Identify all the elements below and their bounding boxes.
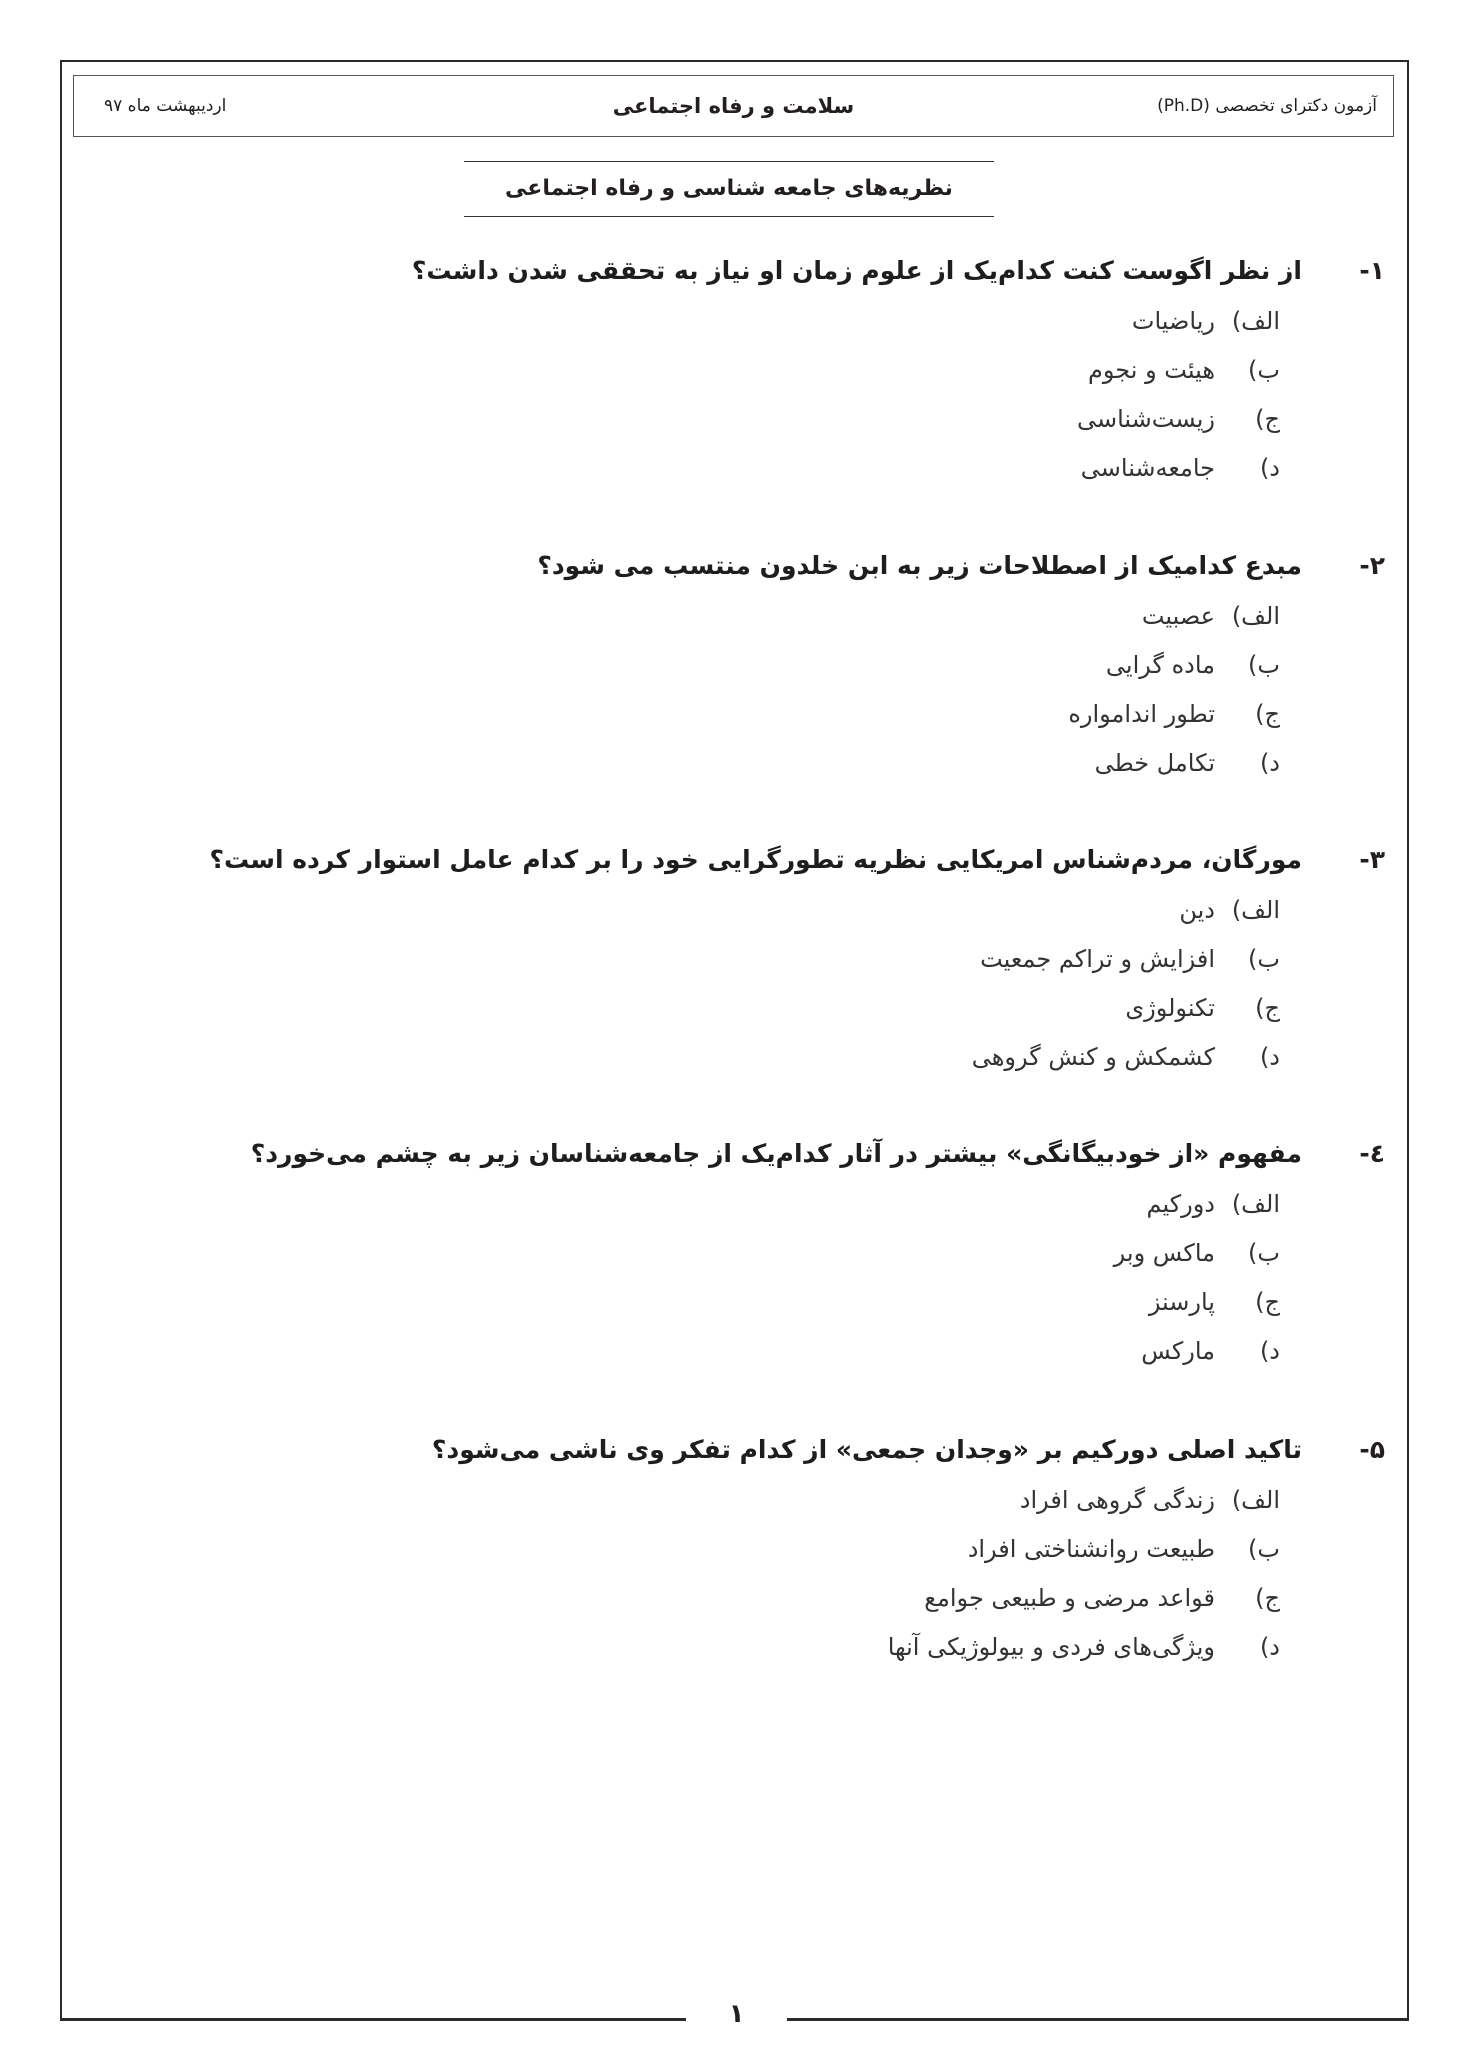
option-text: تکنولوژی bbox=[1125, 994, 1215, 1022]
option-b bbox=[85, 935, 1280, 984]
option-label: ب) bbox=[1248, 356, 1280, 384]
question-text: مبدع کدامیک از اصطلاحات زیر به ابن خلدون منتسب می شود؟ bbox=[537, 551, 1302, 580]
option-d bbox=[85, 739, 1280, 788]
option-a bbox=[85, 297, 1280, 346]
question-number: ۲- bbox=[1359, 551, 1385, 580]
field-title: سلامت و رفاه اجتماعی bbox=[612, 94, 855, 118]
option-d bbox=[85, 444, 1280, 493]
option-label: ج) bbox=[1255, 405, 1280, 433]
question-header bbox=[85, 840, 1385, 880]
option-d bbox=[85, 1033, 1280, 1082]
option-text: عصبیت bbox=[1141, 602, 1215, 630]
question-4 bbox=[85, 1134, 1385, 1376]
option-a bbox=[85, 592, 1280, 641]
exam-title: آزمون دکترای تخصصی (Ph.D) bbox=[1157, 96, 1377, 116]
option-text: ماکس وبر bbox=[1113, 1239, 1215, 1267]
subject-title: نظریه‌های جامعه شناسی و رفاه اجتماعی bbox=[464, 161, 994, 217]
question-text: مفهوم «از خودبیگانگی» بیشتر در آثار کدام‌یک از جامعه‌شناسان زیر به چشم می‌خورد؟ bbox=[250, 1139, 1302, 1168]
option-b bbox=[85, 346, 1280, 395]
question-number: ۳- bbox=[1359, 845, 1385, 874]
question-text: تاکید اصلی دورکیم بر «وجدان جمعی» از کدام تفکر وی ناشی می‌شود؟ bbox=[431, 1435, 1302, 1464]
option-label: د) bbox=[1259, 454, 1280, 482]
option-text: قواعد مرضی و طبیعی جوامع bbox=[924, 1584, 1215, 1612]
question-text: از نظر اگوست کنت کدام‌یک از علوم زمان او نیاز به تحققی شدن داشت؟ bbox=[411, 256, 1302, 285]
option-text: طبیعت روانشناختی افراد bbox=[967, 1535, 1215, 1563]
option-label: ج) bbox=[1255, 700, 1280, 728]
option-text: کشمکش و کنش گروهی bbox=[971, 1043, 1215, 1071]
exam-header bbox=[73, 75, 1394, 137]
option-text: تطور اندامواره bbox=[1068, 700, 1215, 728]
option-label: ج) bbox=[1255, 994, 1280, 1022]
option-text: دورکیم bbox=[1146, 1190, 1215, 1218]
option-c bbox=[85, 690, 1280, 739]
option-text: جامعه‌شناسی bbox=[1080, 454, 1215, 482]
option-label: الف) bbox=[1231, 602, 1280, 630]
option-a bbox=[85, 1180, 1280, 1229]
option-text: تکامل خطی bbox=[1094, 749, 1215, 777]
question-header bbox=[85, 1134, 1385, 1174]
exam-date: اردیبهشت ماه ۹۷ bbox=[104, 96, 227, 116]
option-text: زیست‌شناسی bbox=[1076, 405, 1215, 433]
option-text: ریاضیات bbox=[1131, 307, 1215, 335]
option-label: د) bbox=[1259, 1633, 1280, 1661]
option-label: ب) bbox=[1248, 1239, 1280, 1267]
option-label: الف) bbox=[1231, 896, 1280, 924]
page-number: ۱ bbox=[728, 1999, 745, 2029]
options-list bbox=[85, 1476, 1385, 1672]
option-label: ب) bbox=[1248, 1535, 1280, 1563]
options-list bbox=[85, 592, 1385, 788]
bottom-rule-left bbox=[60, 2018, 686, 2021]
option-label: ب) bbox=[1248, 945, 1280, 973]
question-text: مورگان، مردم‌شناس امریکایی نظریه تطورگرایی خود را بر کدام عامل استوار کرده است؟ bbox=[209, 845, 1302, 874]
option-b bbox=[85, 1229, 1280, 1278]
option-text: ماده گرایی bbox=[1105, 651, 1215, 679]
option-text: پارسنز bbox=[1148, 1288, 1215, 1316]
question-number: ٤- bbox=[1359, 1139, 1385, 1168]
question-3 bbox=[85, 840, 1385, 1082]
question-number: ۱- bbox=[1359, 256, 1385, 285]
option-a bbox=[85, 1476, 1280, 1525]
question-1 bbox=[85, 251, 1385, 493]
option-b bbox=[85, 641, 1280, 690]
option-label: د) bbox=[1259, 1043, 1280, 1071]
options-list bbox=[85, 1180, 1385, 1376]
option-text: ویژگی‌های فردی و بیولوژیکی آنها bbox=[887, 1633, 1215, 1661]
option-text: مارکس bbox=[1141, 1337, 1215, 1365]
option-b bbox=[85, 1525, 1280, 1574]
option-c bbox=[85, 984, 1280, 1033]
option-text: هیئت و نجوم bbox=[1088, 356, 1215, 384]
question-2 bbox=[85, 546, 1385, 788]
options-list bbox=[85, 297, 1385, 493]
question-5 bbox=[85, 1430, 1385, 1672]
option-d bbox=[85, 1623, 1280, 1672]
option-d bbox=[85, 1327, 1280, 1376]
question-header bbox=[85, 546, 1385, 586]
options-list bbox=[85, 886, 1385, 1082]
option-label: الف) bbox=[1231, 1190, 1280, 1218]
option-label: الف) bbox=[1231, 1486, 1280, 1514]
question-header bbox=[85, 1430, 1385, 1470]
option-label: الف) bbox=[1231, 307, 1280, 335]
question-number: ۵- bbox=[1359, 1435, 1385, 1464]
option-label: ب) bbox=[1248, 651, 1280, 679]
option-a bbox=[85, 886, 1280, 935]
option-text: دین bbox=[1179, 896, 1215, 924]
question-header bbox=[85, 251, 1385, 291]
option-text: افزایش و تراکم جمعیت bbox=[980, 945, 1215, 973]
option-c bbox=[85, 1574, 1280, 1623]
option-c bbox=[85, 395, 1280, 444]
option-label: د) bbox=[1259, 749, 1280, 777]
bottom-rule-right bbox=[787, 2018, 1409, 2021]
option-label: د) bbox=[1259, 1337, 1280, 1365]
option-c bbox=[85, 1278, 1280, 1327]
option-label: ج) bbox=[1255, 1288, 1280, 1316]
option-label: ج) bbox=[1255, 1584, 1280, 1612]
option-text: زندگی گروهی افراد bbox=[1019, 1486, 1215, 1514]
